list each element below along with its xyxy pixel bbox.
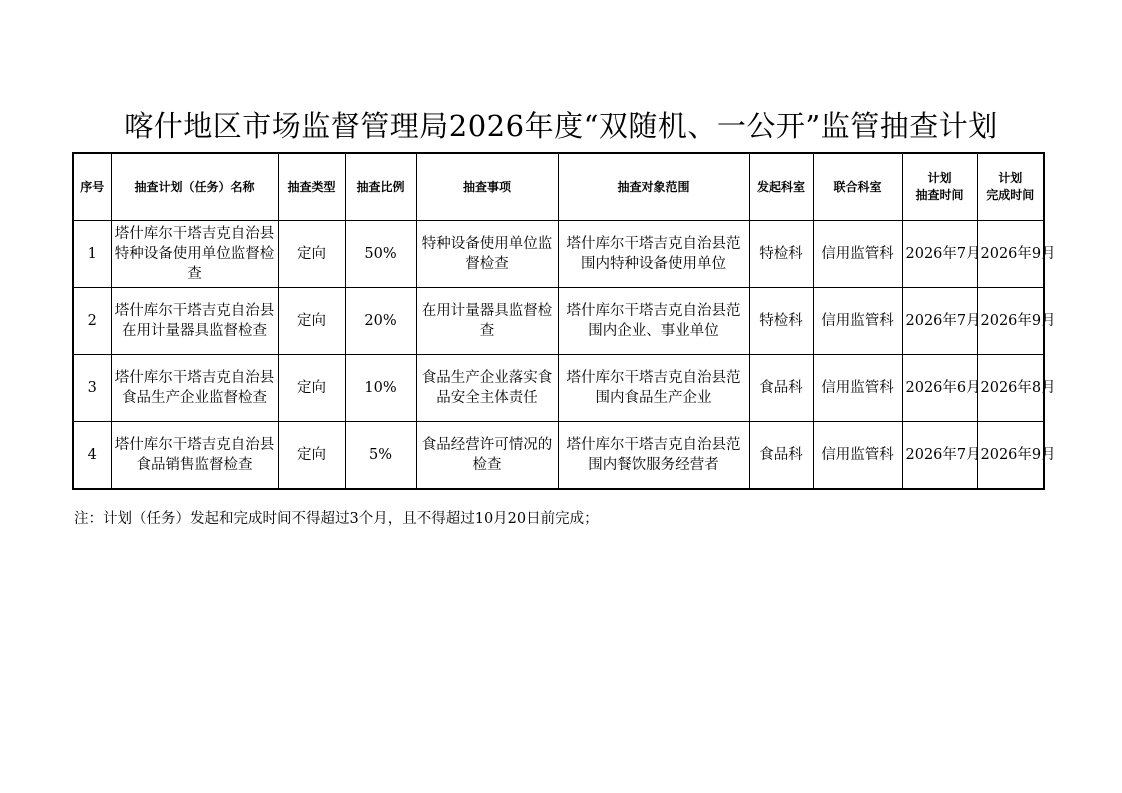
cell-scope: 塔什库尔干塔吉克自治县范围内食品生产企业 (558, 355, 749, 422)
page-title: 喀什地区市场监督管理局2026年度“双随机、一公开”监管抽查计划 (124, 109, 998, 143)
cell-end-time: 2026年9月 (977, 221, 1044, 288)
header-plan-name: 抽查计划（任务）名称 (111, 153, 278, 221)
cell-seq: 3 (73, 355, 111, 422)
header-type: 抽查类型 (278, 153, 345, 221)
footnote: 注：计划（任务）发起和完成时间不得超过3个月，且不得超过10月20日前完成； (74, 511, 599, 527)
header-start-time (902, 153, 977, 221)
cell-type: 定向 (278, 355, 345, 422)
cell-end-time: 2026年9月 (977, 288, 1044, 355)
header-scope: 抽查对象范围 (558, 153, 749, 221)
cell-items: 特种设备使用单位监督检查 (416, 221, 558, 288)
header-joint-dept: 联合科室 (813, 153, 902, 221)
cell-scope: 塔什库尔干塔吉克自治县范围内特种设备使用单位 (558, 221, 749, 288)
inspection-plan-table (72, 152, 1056, 490)
cell-items: 在用计量器具监督检查 (416, 288, 558, 355)
cell-ratio: 10% (345, 355, 416, 422)
cell-scope: 塔什库尔干塔吉克自治县范围内企业、事业单位 (558, 288, 749, 355)
cell-type: 定向 (278, 221, 345, 288)
header-end-line1: 计划 (998, 171, 1023, 185)
header-end-time (977, 153, 1044, 221)
cell-type: 定向 (278, 422, 345, 490)
header-origin-dept: 发起科室 (749, 153, 813, 221)
cell-joint-dept: 信用监管科 (813, 355, 902, 422)
cell-plan-name: 塔什库尔干塔吉克自治县在用计量器具监督检查 (111, 288, 278, 355)
table-header-row (73, 153, 1044, 221)
cell-origin-dept: 食品科 (749, 422, 813, 490)
table-row (73, 422, 1044, 490)
cell-items: 食品生产企业落实食品安全主体责任 (416, 355, 558, 422)
cell-ratio: 20% (345, 288, 416, 355)
table-row (73, 355, 1044, 422)
cell-start-time: 2026年6月 (902, 355, 977, 422)
header-items: 抽查事项 (416, 153, 558, 221)
cell-origin-dept: 特检科 (749, 221, 813, 288)
cell-ratio: 5% (345, 422, 416, 490)
cell-seq: 2 (73, 288, 111, 355)
cell-scope: 塔什库尔干塔吉克自治县范围内餐饮服务经营者 (558, 422, 749, 490)
cell-joint-dept: 信用监管科 (813, 422, 902, 490)
header-ratio: 抽查比例 (345, 153, 416, 221)
header-end-line2: 完成时间 (986, 188, 1035, 202)
cell-origin-dept: 食品科 (749, 355, 813, 422)
cell-type: 定向 (278, 288, 345, 355)
cell-joint-dept: 信用监管科 (813, 288, 902, 355)
cell-start-time: 2026年7月 (902, 288, 977, 355)
cell-end-time: 2026年9月 (977, 422, 1044, 490)
cell-items: 食品经营许可情况的检查 (416, 422, 558, 490)
table-row (73, 288, 1044, 355)
cell-ratio: 50% (345, 221, 416, 288)
cell-end-time: 2026年8月 (977, 355, 1044, 422)
cell-plan-name: 塔什库尔干塔吉克自治县食品销售监督检查 (111, 422, 278, 490)
cell-origin-dept: 特检科 (749, 288, 813, 355)
header-start-line1: 计划 (927, 171, 952, 185)
cell-seq: 1 (73, 221, 111, 288)
table-row (73, 221, 1044, 288)
cell-joint-dept: 信用监管科 (813, 221, 902, 288)
header-seq: 序号 (73, 153, 111, 221)
cell-plan-name: 塔什库尔干塔吉克自治县特种设备使用单位监督检查 (111, 221, 278, 288)
cell-plan-name: 塔什库尔干塔吉克自治县食品生产企业监督检查 (111, 355, 278, 422)
cell-seq: 4 (73, 422, 111, 490)
cell-start-time: 2026年7月 (902, 422, 977, 490)
cell-start-time: 2026年7月 (902, 221, 977, 288)
header-start-line2: 抽查时间 (915, 188, 964, 202)
